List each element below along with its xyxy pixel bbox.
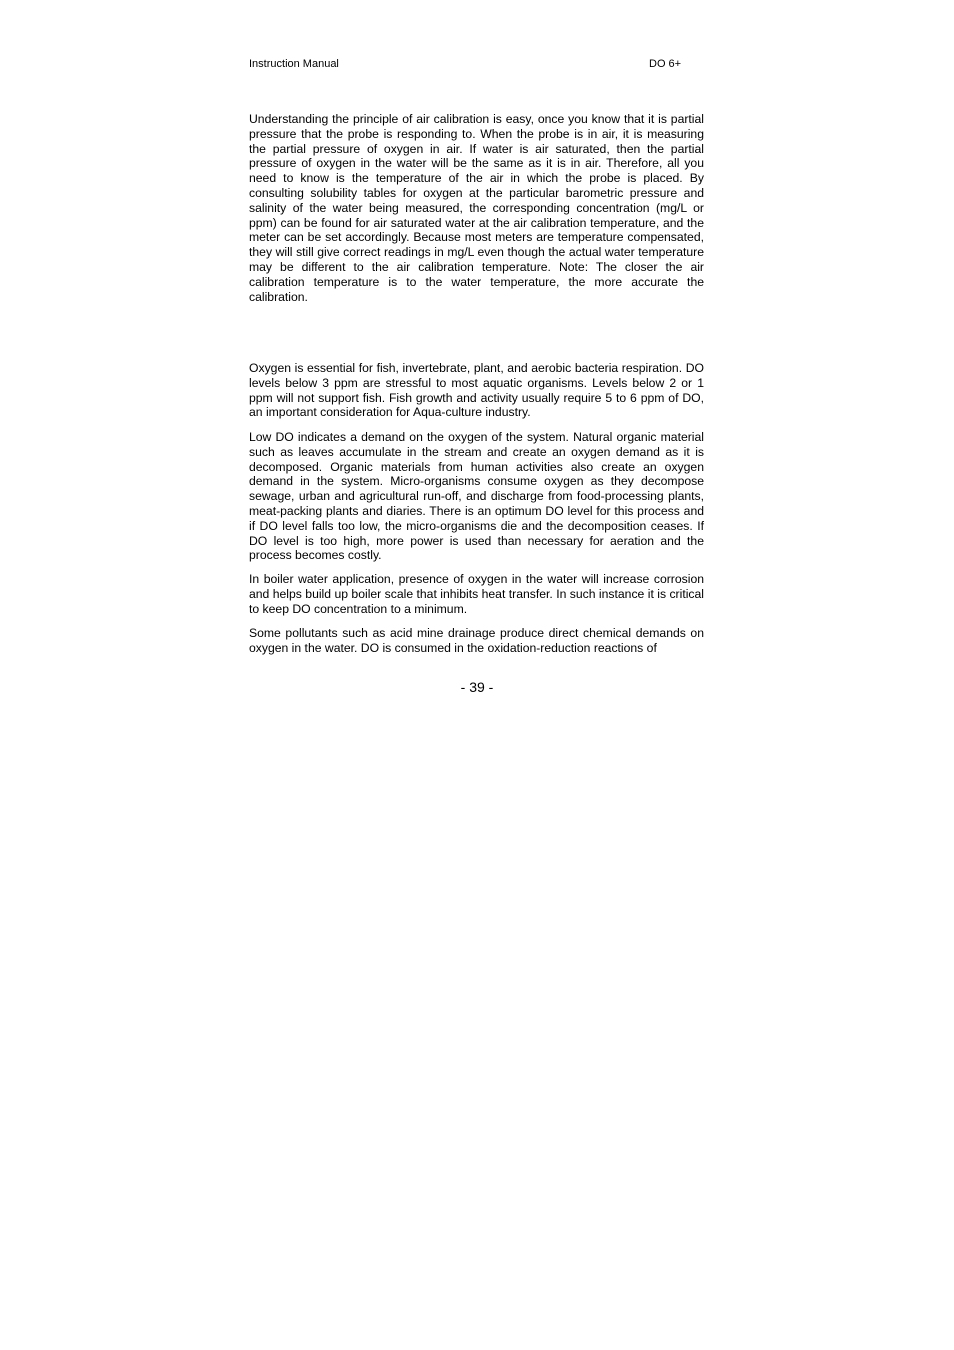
paragraph-air-calibration: Understanding the principle of air calibration is easy, once you know that it is partial pressure that the probe is responding to. When the probe is in air, it is measuring the partial pressure of oxygen in air. If water is air saturated, then the partial pressure of oxygen in the water will be the same as it is in air. Therefore, all you need to know is the temperature of the air in which the probe is placed. By consulting solubility tables for oxygen at the particular barometric pressure and salinity of the water being measured, the corresponding concentration (mg/L or ppm) can be found for air saturated water at the air calibration temperature, and the meter can be set accordingly. Because most meters are temperature compensated, they will still give correct readings in mg/L even though the actual water temperature may be different to the air calibration temperature. Note: The closer the air calibration temperature is to the water temperature, the more accurate the calibration. [249, 112, 704, 304]
paragraph-oxygen-essential: Oxygen is essential for fish, invertebrate, plant, and aerobic bacteria respiration. DO levels below 3 ppm are stressful to most aquatic organisms. Levels below 2 or 1 ppm will not support fish. Fish growth and activity usually require 5 to 6 ppm of DO, an important consideration for Aqua-culture industry. [249, 361, 704, 420]
paragraph-low-do: Low DO indicates a demand on the oxygen of the system. Natural organic material such as leaves accumulate in the stream and create an oxygen demand as it is decomposed. Organic materials from human activities also create an oxygen demand in the system. Micro-organisms consume oxygen as they decompose sewage, urban and agricultural run-off, and discharge from food-processing plants, meat-packing plants and diaries. There is an optimum DO level for this process and if DO level falls too low, the micro-organisms die and the decomposition ceases. If DO level is too high, more power is used than necessary for aeration and the process becomes costly. [249, 430, 704, 563]
header-title: Instruction Manual [249, 58, 339, 70]
page-number: - 39 - [460, 679, 494, 695]
header-model: DO 6+ [649, 58, 682, 70]
paragraph-boiler-water: In boiler water application, presence of oxygen in the water will increase corrosion and helps build up boiler scale that inhibits heat transfer. In such instance it is critical to keep DO concentration to a minimum. [249, 572, 704, 616]
paragraph-pollutants: Some pollutants such as acid mine drainage produce direct chemical demands on oxygen in the water. DO is consumed in the oxidation-reduction reactions of [249, 626, 704, 655]
